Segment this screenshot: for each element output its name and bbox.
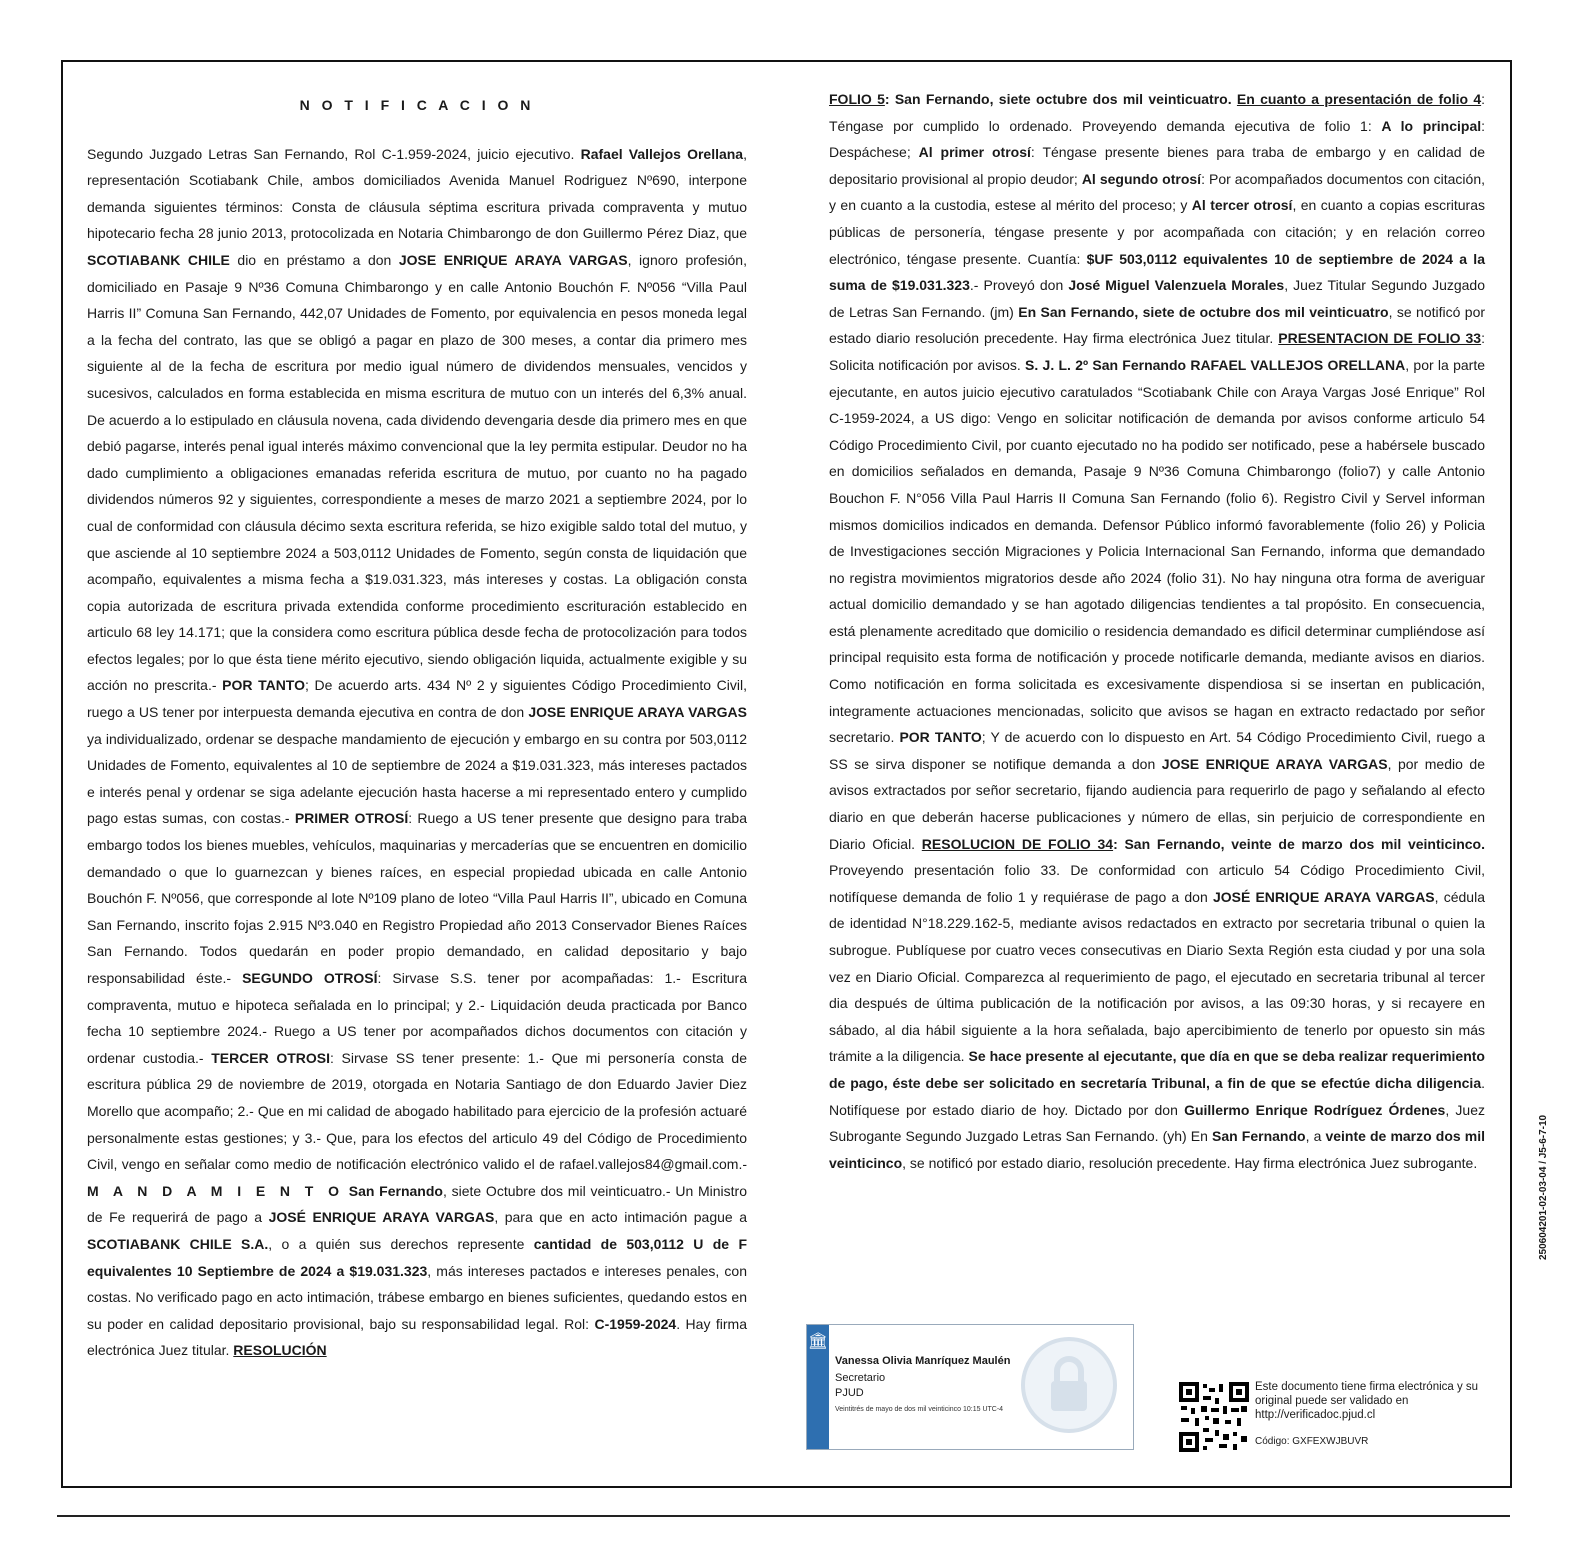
- institution-icon: 🏛: [807, 1333, 829, 1350]
- qr-code-icon: [1179, 1382, 1249, 1452]
- verification-code: Código: GXFEXWJBUVR: [1255, 1436, 1369, 1447]
- signer-org: PJUD: [835, 1387, 864, 1399]
- notification-body: Segundo Juzgado Letras San Fernando, Rol C-1.959-2024, juicio ejecutivo. Rafael Vallejos Orellana, representación Scotiabank Chile, ambos domiciliados Avenida Manuel Rodriguez Nº690, interpone demanda siguientes términos: Consta de cláusula séptima escritura privada compraventa y mutuo hipotecario fecha 28 junio 2013, protocolizada en Notaria Chimbarongo de don Guillermo Pérez Diaz, que SCOTIABANK CHILE dio en préstamo a don JOSE ENRIQUE ARAYA VARGAS, ignoro profesión, domiciliado en Pasaje 9 Nº36 Comuna Chimbarongo y en calle Antonio Bouchón F. Nº056 “Villa Paul Harris II” Comuna San Fernando, 442,07 Unidades de Fomento, por equivalencia en pesos moneda legal a la fecha del contrato, las que se obligó a pagar en plazo de 300 meses, a contar dia primero mes siguiente al de la fecha de escritura por medio igual número de dividendos mensuales, vencidos y sucesivos, calculados en forma establecida en misma escritura de mutuo con un interés del 6,3% anual. De acuerdo a lo estipulado en cláusula novena, cada dividendo devengaria desde dia primero mes en que debió pagarse, interés penal igual interés máximo convencional que la ley permita estipular. Deudor no ha dado cumplimiento a obligaciones emanadas referida escritura de mutuo, por cuanto no ha pagado dividendos números 92 y siguientes, correspondiente a meses de marzo 2021 a septiembre 2024, por lo cual de conformidad con cláusula décimo sexta escritura referida, se hizo exigible saldo total del mutuo, y que asciende al 10 septiembre 2024 a 503,0112 Unidades de Fomento, según consta de liquidación que acompaño, equivalentes a misma fecha a $19.031.323, más intereses y costas. La obligación consta copia autorizada de escritura privada extendida conforme procedimiento escrituración establecido en articulo 68 ley 14.171; que la considera como escritura pública desde fecha de protocolización para todos efectos legales; por lo que ésta tiene mérito ejecutivo, siendo obligación liquida, actualmente exigible y su acción no prescrita.- POR TANTO; De acuerdo arts. 434 Nº 2 y siguientes Código Procedimiento Civil, ruego a US tener por interpuesta demanda ejecutiva en contra de don JOSE ENRIQUE ARAYA VARGAS ya individualizado, ordenar se despache mandamiento de ejecución y embargo en su contra por 503,0112 Unidades de Fomento, equivalentes al 10 de septiembre de 2024 a $19.031.323, más intereses pactados e interés penal y ordenar se siga adelante ejecución hasta hacerse a mi representado entero y cumplido pago estas sumas, con costas.- PRIMER OTROSÍ: Ruego a US tener presente que designo para traba embargo todos los bienes muebles, vehículos, maquinarias y mercaderías que se encuentren en domicilio demandado o que lo guarnezcan y bienes raíces, en especial propiedad ubicada en calle Antonio Bouchón F. Nº056, que corresponde al lote Nº109 plano de loteo “Villa Paul Harris II”, ubicado en Comuna San Fernando, inscrito fojas 2.915 Nº3.040 en Registro Propiedad año 2013 Conservador Bienes Raíces San Fernando. Todos quedarán en poder propio demandado, en calidad depositario y bajo responsabilidad éste.- SEGUNDO OTROSÍ: Sirvase S.S. tener por acompañadas: 1.- Escritura compraventa, mutuo e hipoteca señalada en lo principal; y 2.- Liquidación deuda practicada por Banco fecha 10 septiembre 2024.- Ruego a US tener por acompañados dichos documentos con citación y ordenar custodia.- TERCER OTROSI: Sirvase SS tener presente: 1.- Que mi personería consta de escritura pública 29 de noviembre de 2019, otorgada en Notaria Santiago de don Eduardo Javier Diez Morello que acompaño; 2.- Que en mi calidad de abogado habilitado para ejercicio de la profesión actuaré personalmente estas gestiones; y 3.- Que, para los efectos del articulo 49 del Código de Procedimiento Civil, vengo en señalar como medio de notificación electrónico valido el de rafael.vallejos84@gmail.com.- M A N D A M I E N T O San Fernando, siete Octubre dos mil veinticuatro.- Un Ministro de Fe requerirá de pago a JOSÉ ENRIQUE ARAYA VARGAS, para que en acto intimación pague a SCOTIABANK CHILE S.A., o a quién sus derechos represente cantidad de 503,0112 U de F equivalentes 10 Septiembre de 2024 a $19.031.323, más intereses pactados e intereses penales, con costas. No verificado pago en acto intimación, trábese embargo en bienes suficientes, quedando estos en su poder en calidad depositario provisional, bajo su responsabilidad legal. Rol: C-1959-2024. Hay firma electrónica Juez titular. RESOLUCIÓN: [87, 145, 748, 1359]
- resolution-body: FOLIO 5: San Fernando, siete octubre dos mil veinticuatro. En cuanto a presentación de folio 4: Téngase por cumplido lo ordenado. Proveyendo demanda ejecutiva de folio 1: A lo principal: Despáchese; Al primer otrosí: Téngase presente bienes para traba de embargo y en calidad de depositario provisional al propio deudor; Al segundo otrosí: Por acompañados documentos con citación, y en cuanto a la custodia, estese al mérito del proceso; y Al tercer otrosí, en cuanto a copias escrituras públicas de personería, téngase presente y por acompañada con citación; y en relación correo electrónico, téngase presente. Cuantía: $UF 503,0112 equivalentes 10 de septiembre de 2024 a la suma de $19.031.323.- Proveyó don José Miguel Valenzuela Morales, Juez Titular Segundo Juzgado de Letras San Fernando. (jm) En San Fernando, siete de octubre dos mil veinticuatro, se notificó por estado diario resolución precedente. Hay firma electrónica Juez titular. PRESENTACION DE FOLIO 33: Solicita notificación por avisos. S. J. L. 2º San Fernando RAFAEL VALLEJOS ORELLANA, por la parte ejecutante, en autos juicio ejecutivo caratulados “Scotiabank Chile con Araya Vargas José Enrique” Rol C-1959-2024, a US digo: Vengo en solicitar notificación de demanda por avisos conforme articulo 54 Código Procedimiento Civil, por cuanto ejecutado no ha podido ser notificado, pese a habérsele buscado en domicilios señalados en demanda, Pasaje 9 Nº36 Comuna Chimbarongo (folio7) y calle Antonio Bouchon F. N°056 Villa Paul Harris II Comuna San Fernando (folio 6). Registro Civil y Servel informan mismos domicilios indicados en demanda. Defensor Público informó favorablemente (folio 26) y Policia de Investigaciones sección Migraciones y Policia Internacional San Fernando, informa que demandado no registra movimientos migratorios desde año 2024 (folio 31). No hay ninguna otra forma de averiguar actual domicilio demandado y se han agotado diligencias tendientes a tal propósito. En consecuencia, está plenamente acreditado que domicilio o residencia demandado es dificil determinar cumpliéndose así principal requisito esta forma de notificación y procede notificarle demanda, mediante avisos en diarios. Como notificación en forma solicitada es excesivamente dispendiosa si se insertan en publicación, integramente actuaciones mencionadas, solicito que avisos se hagan en extracto redactado por señor secretario. POR TANTO; Y de acuerdo con lo dispuesto en Art. 54 Código Procedimiento Civil, ruego a SS se sirva disponer se notifique demanda a don JOSE ENRIQUE ARAYA VARGAS, por medio de avisos extractados por señor secretario, fijando audiencia para requerirlo de pago y señalando al efecto diario en que deberán hacerse publicaciones y número de ellas, sin perjuicio de correspondiente en Diario Oficial. RESOLUCION DE FOLIO 34: San Fernando, veinte de marzo dos mil veinticinco. Proveyendo presentación folio 33. De conformidad con articulo 54 Código Procedimiento Civil, notifíquese demanda de folio 1 y requiérase de pago a don JOSÉ ENRIQUE ARAYA VARGAS, cédula de identidad N°18.229.162-5, mediante avisos redactados en extracto por secretaria tribunal o quien la subrogue. Publíquese por cuatro veces consecutivas en Diario Sexta Región esta ciudad y por una sola vez en Diario Oficial. Comparezca al requerimiento de pago, el ejecutado en secretaria tribunal al tercer dia después de última publicación de la notificación por avisos, a las 09:30 horas, y si recayere en sábado, al dia hábil siguiente a la hora señalada, bajo apercibimiento de tenerlo por opuesto sin más trámite a la diligencia. Se hace presente al ejecutante, que día en que se deba realizar requerimiento de pago, éste debe ser solicitado en secretaría Tribunal, a fin de que se efectúe dicha diligencia. Notifíquese por estado diario de hoy. Dictado por don Guillermo Enrique Rodríguez Órdenes, Juez Subrogante Segundo Juzgado Letras San Fernando. (yh) En San Fernando, a veinte de marzo dos mil veinticinco, se notificó por estado diario, resolución precedente. Hay firma electrónica Juez subrogante.: [829, 91, 1486, 1171]
- document-frame: [61, 60, 1512, 1488]
- signer-role: [835, 1371, 885, 1401]
- side-reference-code: 250604201-02-03-04 / J5-6-7-10: [1538, 1114, 1549, 1260]
- signer-name: Vanessa Olivia Manríquez Maulén: [835, 1355, 1011, 1367]
- signature-bar: [807, 1325, 829, 1449]
- verification-note: Este documento tiene firma electrónica y su original puede ser validado en http://verificadoc.pjud.cl: [1255, 1381, 1479, 1421]
- left-column: [87, 62, 747, 1364]
- lock-icon: [1019, 1335, 1119, 1435]
- signer-title: Secretario: [835, 1372, 886, 1384]
- document-title: N O T I F I C A C I O N: [299, 97, 535, 113]
- electronic-signature-box: [806, 1324, 1134, 1450]
- signature-date: Veintitrés de mayo de dos mil veinticinco 10:15 UTC-4: [835, 1406, 1004, 1413]
- bottom-divider: [57, 1515, 1510, 1517]
- right-column: [829, 86, 1485, 1176]
